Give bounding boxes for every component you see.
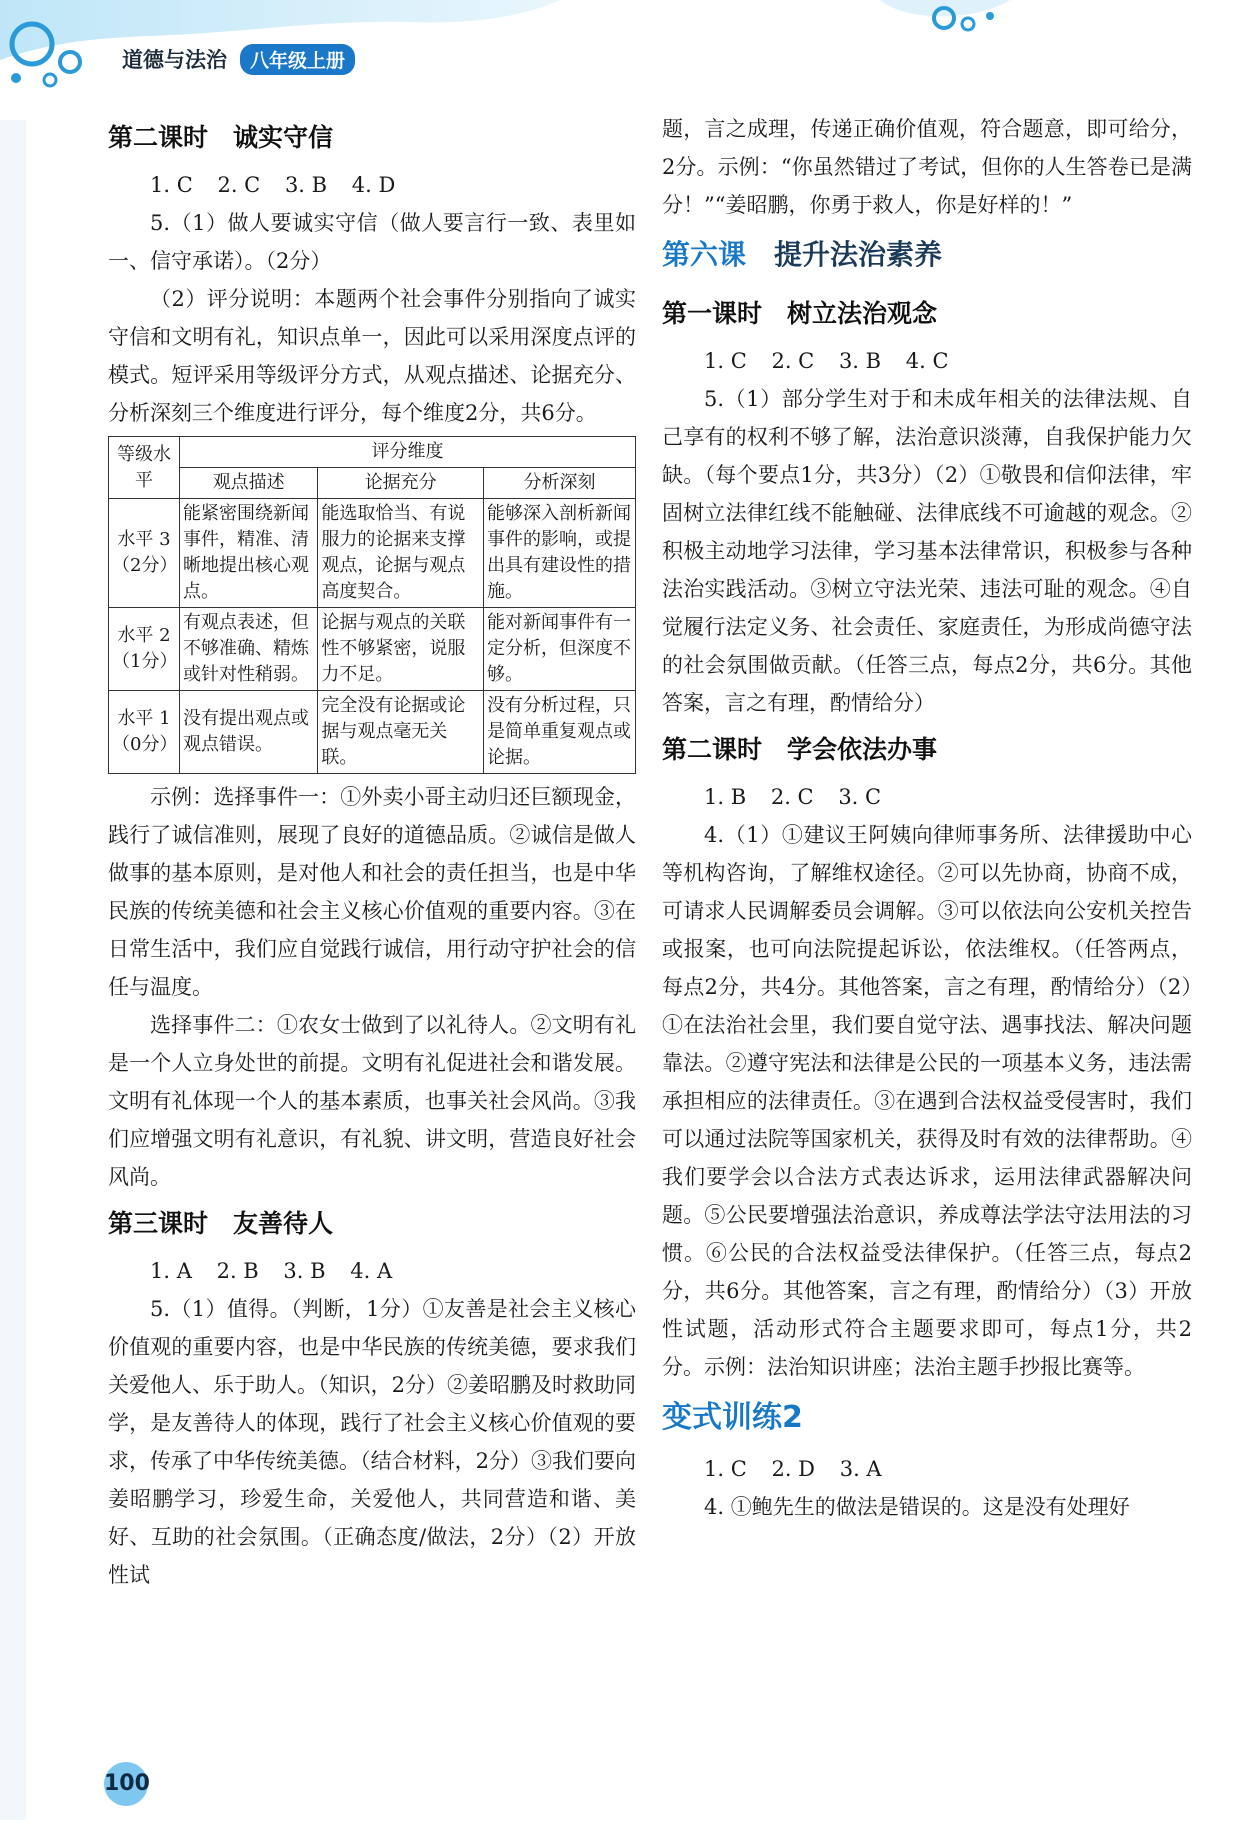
answer-paragraph: 5.（1）值得。（判断，1分）①友善是社会主义核心价值观的重要内容，也是中华民族的传统美德，要求我们关爱他人、乐于助人。（知识，2分）②姜昭鹏及时救助同学，是友善待人的体现，践行了社会主义核心价值观的要求，传承了中华传统美德。（结合材料，2分）③我们要向姜昭鹏学习，珍爱生命，关爱他人，共同营造和谐、美好、互助的社会氛围。（正确态度/做法，2分）（2）开放性试 [108, 1297, 636, 1587]
page-number: 100 [104, 1762, 148, 1806]
answer: 2. D [771, 1457, 816, 1481]
answer-row [662, 342, 1192, 380]
answer-paragraph: （2）评分说明：本题两个社会事件分别指向了诚实守信和文明有礼，知识点单一，因此可以采用深度点评的模式。短评采用等级评分方式，从观点描述、论据充分、分析深刻三个维度进行评分，每个维度2分，共6分。 [108, 287, 636, 425]
table-row [109, 608, 636, 691]
table-row [109, 691, 636, 774]
table-cell: 完全没有论据或论据与观点毫无关联。 [318, 691, 484, 774]
answer: 3. A [839, 1457, 882, 1481]
answer: 2. B [216, 1259, 259, 1283]
answer: 2. C [217, 173, 261, 197]
table-cell: 能选取恰当、有说服力的论据来支撑观点，论据与观点高度契合。 [318, 499, 484, 608]
answer: 1. C [150, 173, 193, 197]
table-header-dimension: 评分维度 [180, 437, 636, 468]
table-header-level: 等级水平 [109, 437, 180, 499]
table-cell: 能够深入剖析新闻事件的影响，或提出具有建设性的措施。 [484, 499, 636, 608]
table-cell: 没有分析过程，只是简单重复观点或论据。 [484, 691, 636, 774]
answer-row [108, 1252, 636, 1290]
answer-row [662, 778, 1192, 816]
answer: 1. A [150, 1259, 192, 1283]
unit-label: 第六课 [662, 238, 747, 271]
example-paragraph: 选择事件二：①农女士做到了以礼待人。②文明有礼是一个人立身处世的前提。文明有礼促进社会和谐发展。文明有礼体现一个人的基本素质，也事关社会风尚。③我们应增强文明有礼意识，有礼貌、讲文明，营造良好社会风尚。 [108, 1013, 636, 1189]
table-subheader: 观点描述 [180, 468, 318, 499]
answer: 3. B [838, 349, 882, 373]
answer-paragraph: 4. ①鲍先生的做法是错误的。这是没有处理好 [704, 1495, 1130, 1519]
answer: 3. B [283, 1259, 326, 1283]
unit-name: 提升法治素养 [774, 238, 943, 271]
answer: 4. A [350, 1259, 393, 1283]
page-margin-stripe [0, 120, 26, 1820]
answer: 4. D [351, 173, 396, 197]
unit-title [662, 224, 1192, 286]
answer: 1. C [704, 349, 747, 373]
answer-paragraph: 5.（1）做人要诚实守信（做人要言行一致、表里如一、信守承诺）。（2分） [108, 211, 636, 273]
answer-paragraph: 5.（1）部分学生对于和未成年相关的法律法规、自己享有的权利不够了解，法治意识淡薄，自我保护能力欠缺。（每个要点1分，共3分）（2）①敬畏和信仰法律，牢固树立法律红线不能触碰、法律底线不可逾越的观念。②积极主动地学习法律，学习基本法律常识，积极参与各种法治实践活动。③树立守法光荣、违法可耻的观念。④自觉履行法定义务、社会责任、家庭责任，为形成尚德守法的社会氛围做贡献。（任答三点，每点2分，共6分。其他答案，言之有理，酌情给分） [662, 387, 1192, 715]
answer: 1. C [704, 1457, 747, 1481]
table-cell: 论据与观点的关联性不够紧密，说服力不足。 [318, 608, 484, 691]
table-cell: 能对新闻事件有一定分析，但深度不够。 [484, 608, 636, 691]
table-subheader: 分析深刻 [484, 468, 636, 499]
table-cell-level: 水平 3（2分） [109, 499, 180, 608]
table-cell: 没有提出观点或观点错误。 [180, 691, 318, 774]
answer: 4. C [905, 349, 949, 373]
variant-training-title: 变式训练2 [662, 1400, 803, 1435]
answer-row [662, 1450, 1192, 1488]
table-row [109, 499, 636, 608]
table-cell-level: 水平 1（0分） [109, 691, 180, 774]
table-cell: 能紧密围绕新闻事件，精准、清晰地提出核心观点。 [180, 499, 318, 608]
answer: 2. C [771, 349, 815, 373]
grading-table [108, 436, 636, 774]
answer-paragraph: 题，言之成理，传递正确价值观，符合题意，即可给分，2分。示例：“你虽然错过了考试，但你的人生答卷已是满分！”“姜昭鹏，你勇于救人，你是好样的！” [662, 117, 1192, 217]
left-column [108, 110, 636, 1594]
lesson-title: 第三课时 友善待人 [108, 1209, 334, 1238]
answer: 3. B [284, 173, 328, 197]
answer: 3. C [838, 785, 882, 809]
table-subheader: 论据充分 [318, 468, 484, 499]
table-cell-level: 水平 2（1分） [109, 608, 180, 691]
lesson-title: 第二课时 学会依法办事 [662, 735, 938, 764]
grade-badge: 八年级上册 [240, 44, 355, 75]
answer: 2. C [770, 785, 814, 809]
lesson-title: 第二课时 诚实守信 [108, 123, 334, 152]
book-subject: 道德与法治 [122, 48, 227, 72]
table-cell: 有观点表述，但不够准确、精炼或针对性稍弱。 [180, 608, 318, 691]
lesson-title: 第一课时 树立法治观念 [662, 299, 938, 328]
answer-paragraph: 4.（1）①建议王阿姨向律师事务所、法律援助中心等机构咨询，了解维权途径。②可以先协商，协商不成，可请求人民调解委员会调解。③可以依法向公安机关控告或报案，也可向法院提起诉讼，依法维权。（任答两点，每点2分，共4分。其他答案，言之有理，酌情给分）（2）①在法治社会里，我们要自觉守法、遇事找法、解决问题靠法。②遵守宪法和法律是公民的一项基本义务，违法需承担相应的法律责任。③在遇到合法权益受侵害时，我们可以通过法院等国家机关，获得及时有效的法律帮助。④我们要学会以合法方式表达诉求，运用法律武器解决问题。⑤公民要增强法治意识，养成尊法学法守法用法的习惯。⑥公民的合法权益受法律保护。（任答三点，每点2分，共6分。其他答案，言之有理，酌情给分）（3）开放性试题，活动形式符合主题要求即可，每点1分，共2分。示例：法治知识讲座；法治主题手抄报比赛等。 [662, 823, 1192, 1379]
example-paragraph: 示例：选择事件一：①外卖小哥主动归还巨额现金，践行了诚信准则，展现了良好的道德品质。②诚信是做人做事的基本原则，是对他人和社会的责任担当，也是中华民族的传统美德和社会主义核心价值观的重要内容。③在日常生活中，我们应自觉践行诚信，用行动守护社会的信任与温度。 [108, 785, 636, 999]
right-column [662, 110, 1192, 1526]
answer-row [108, 166, 636, 204]
answer: 1. B [704, 785, 747, 809]
